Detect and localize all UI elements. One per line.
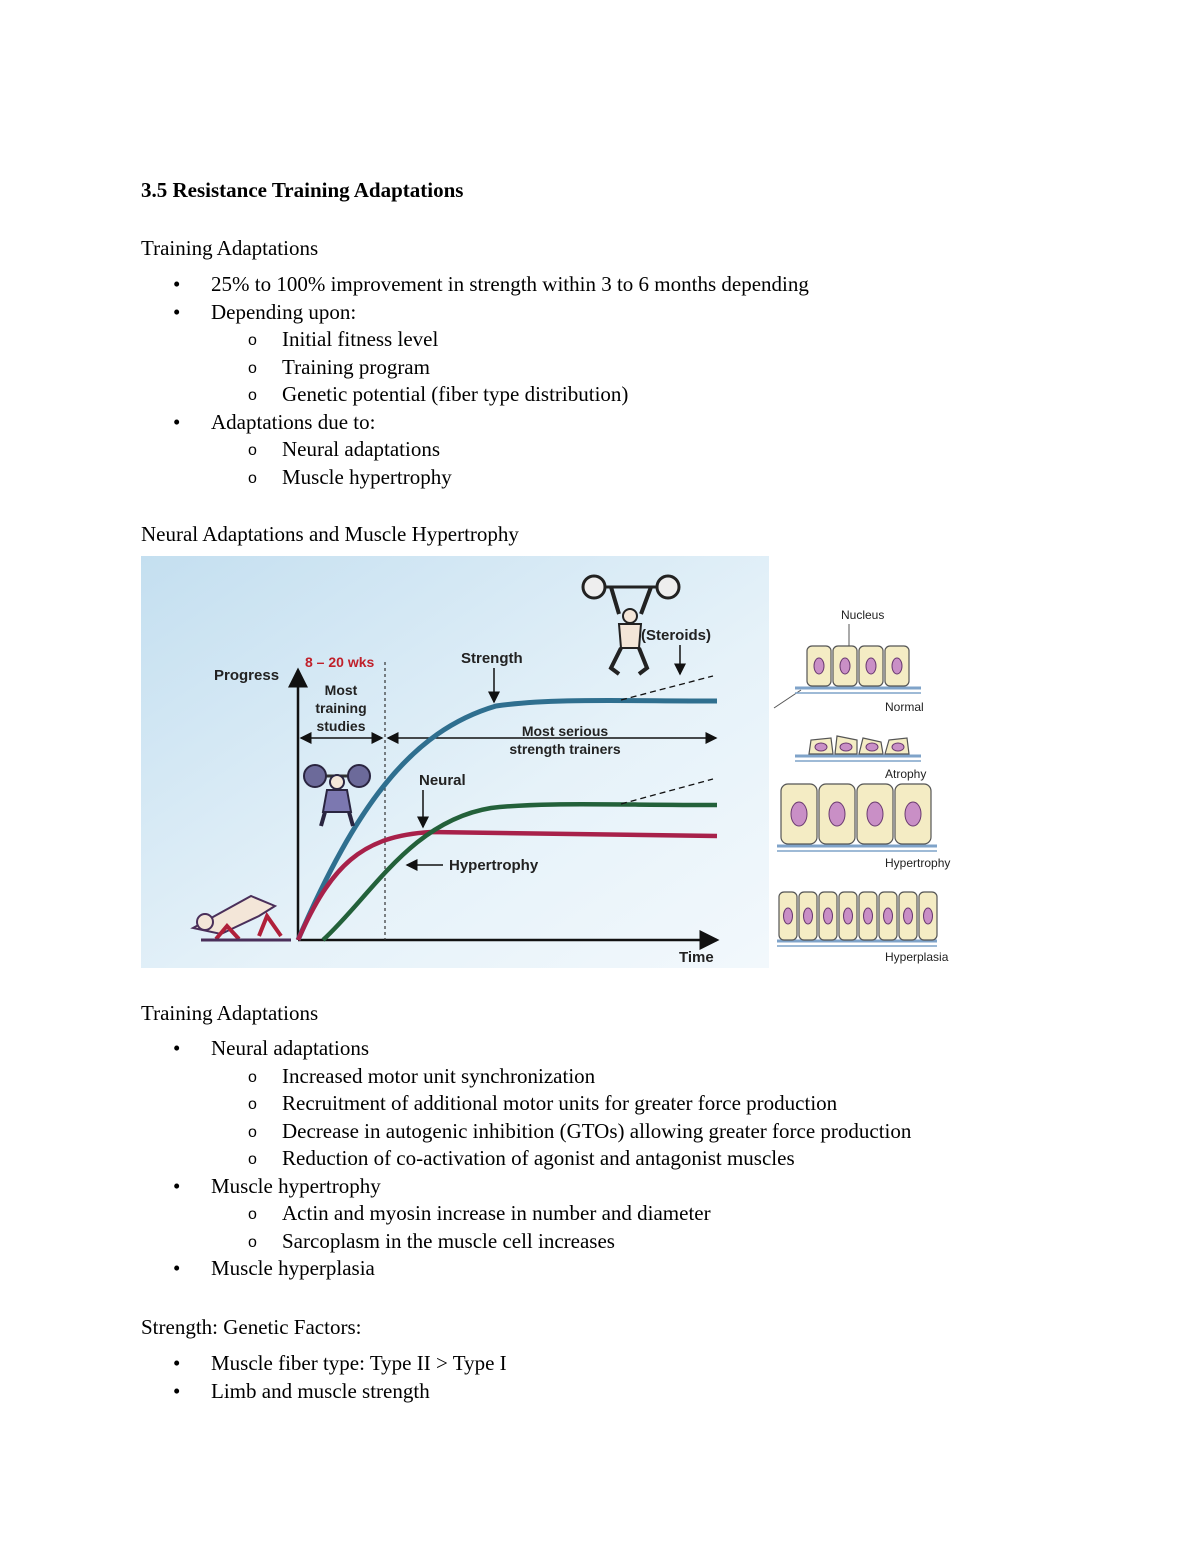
- section-heading-neural-adaptations: Neural Adaptations and Muscle Hypertrophy: [141, 522, 519, 546]
- bullet-list: [141, 1035, 911, 1283]
- sub-list-item: o Genetic potential (fiber type distribution): [211, 381, 809, 409]
- sub-list-item: o Initial fitness level: [211, 326, 809, 354]
- x-axis-label: Time: [679, 949, 714, 966]
- hyperplasia-label: Hyperplasia: [885, 950, 949, 964]
- sub-list-item: o Recruitment of additional motor units for greater force production: [211, 1090, 911, 1118]
- list-item: • Limb and muscle strength: [141, 1378, 507, 1406]
- sub-list-item: o Reduction of co-activation of agonist and antagonist muscles: [211, 1145, 911, 1173]
- sub-list-item: o Muscle hypertrophy: [211, 464, 809, 492]
- page-title: 3.5 Resistance Training Adaptations: [141, 178, 464, 202]
- hypertrophy-cells: [777, 784, 937, 851]
- strength-label: Strength: [461, 650, 523, 667]
- muscle-cell-diagrams: [774, 608, 950, 964]
- sub-list-item: o Increased motor unit synchronization: [211, 1063, 911, 1091]
- atrophy-cells: [795, 736, 921, 761]
- bullet-list: [141, 271, 809, 491]
- list-item: • 25% to 100% improvement in strength within 3 to 6 months depending: [141, 271, 809, 299]
- bullet-list: [141, 1350, 507, 1405]
- hypertrophy-cell-label: Hypertrophy: [885, 856, 951, 870]
- neural-label: Neural: [419, 772, 466, 789]
- sub-list-item: o Decrease in autogenic inhibition (GTOs) allowing greater force production: [211, 1118, 911, 1146]
- most-studies-label-3: studies: [316, 718, 366, 734]
- sub-list: [211, 326, 809, 409]
- sub-list: [211, 1200, 911, 1255]
- list-item: • Depending upon: o Initial fitness level o Training program o Genetic potential (fiber type distribution): [141, 299, 809, 409]
- list-item: • Muscle fiber type: Type II > Type I: [141, 1350, 507, 1378]
- period-label: 8 – 20 wks: [305, 654, 375, 670]
- section-heading-training-adaptations: Training Adaptations: [141, 236, 319, 260]
- progress-graph: [141, 556, 769, 968]
- section-heading-training-adaptations-2: Training Adaptations: [141, 1001, 319, 1025]
- y-axis-label: Progress: [214, 667, 280, 684]
- most-studies-label-1: Most: [324, 682, 358, 698]
- sub-list-item: o Sarcoplasm in the muscle cell increases: [211, 1228, 911, 1256]
- normal-cells: [795, 646, 921, 693]
- steroids-label: (Steroids): [641, 627, 712, 644]
- most-studies-label-2: training: [315, 700, 367, 716]
- sub-list: [211, 436, 809, 491]
- normal-label: Normal: [885, 700, 924, 714]
- list-item: • Muscle hyperplasia: [141, 1255, 911, 1283]
- list-item: • Adaptations due to: o Neural adaptations o Muscle hypertrophy: [141, 409, 809, 492]
- list-item: • Muscle hypertrophy o Actin and myosin increase in number and diameter o Sarcoplasm in the muscle cell increases: [141, 1173, 911, 1256]
- figure-svg: [141, 556, 951, 970]
- sub-list-item: o Neural adaptations: [211, 436, 809, 464]
- sub-list-item: o Actin and myosin increase in number and diameter: [211, 1200, 911, 1228]
- hyperplasia-cells: [777, 892, 937, 946]
- serious-trainers-label-1: Most serious: [521, 723, 609, 739]
- sub-list: [211, 1063, 911, 1173]
- sub-list-item: o Training program: [211, 354, 809, 382]
- nucleus-label: Nucleus: [841, 608, 885, 622]
- atrophy-label: Atrophy: [885, 767, 927, 781]
- serious-trainers-label-2: strength trainers: [509, 741, 621, 757]
- section-heading-genetic-factors: Strength: Genetic Factors:: [141, 1315, 362, 1339]
- list-item: • Neural adaptations o Increased motor unit synchronization o Recruitment of additional motor units for greater force production o Decrease in autogenic inhibition (GTOs) allowing greater force production o Reduction of co-activation of agonist and antagonist muscles: [141, 1035, 911, 1173]
- figure: [141, 556, 951, 970]
- hypertrophy-label: Hypertrophy: [449, 857, 539, 874]
